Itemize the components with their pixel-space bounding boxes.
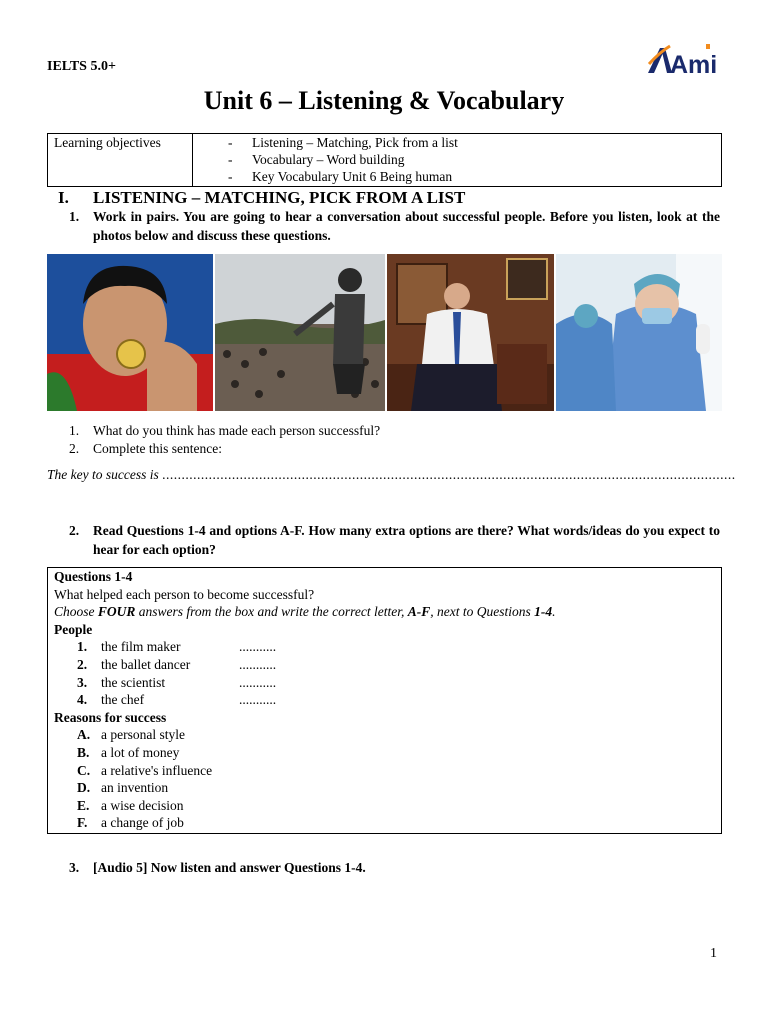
objectives-list: [193, 134, 721, 186]
answer-blank[interactable]: ...........: [239, 692, 277, 708]
photo-surgeons: [556, 254, 722, 411]
objective-item: - Key Vocabulary Unit 6 Being human: [228, 169, 453, 184]
answer-blank[interactable]: ...........: [239, 674, 277, 690]
photo-athlete: [47, 254, 213, 411]
reason-row: D. an invention: [77, 780, 169, 796]
reason-row: A. a personal style: [77, 727, 185, 743]
people-heading: People: [54, 621, 93, 637]
people-row: 4. the chef ...........: [77, 692, 277, 708]
page-number: 1: [710, 946, 717, 961]
answer-blank[interactable]: ...........: [239, 656, 277, 672]
ami-logo: [646, 42, 718, 79]
objective-item: - Vocabulary – Word building: [228, 152, 405, 167]
objectives-table: [47, 133, 722, 187]
people-row: 1. the film maker ...........: [77, 639, 277, 655]
key-to-success-line: The key to success is ....................................................................................................................................................: [47, 467, 736, 482]
answer-blank[interactable]: ....................................................................................................................................................: [162, 467, 736, 482]
page-title: Unit 6 – Listening & Vocabulary: [203, 86, 565, 115]
answer-blank[interactable]: ...........: [239, 639, 277, 655]
reason-row: B. a lot of money: [77, 744, 180, 760]
level-label: IELTS 5.0+: [47, 59, 116, 74]
objectives-label: Learning objectives: [48, 134, 193, 186]
logo-text: Ami: [670, 51, 718, 79]
list-item: 2. Complete this sentence:: [69, 441, 222, 456]
task-2: 2. Read Questions 1-4 and options A-F. How many extra options are there? What words/ideas do you expect to hear for each option?: [69, 523, 720, 557]
people-row: 2. the ballet dancer ...........: [77, 656, 277, 672]
instructions: Choose FOUR answers from the box and write the correct letter, A-F, next to Questions 1-4.: [54, 604, 556, 620]
photo-concert: [215, 254, 385, 411]
people-row: 3. the scientist ...........: [77, 674, 277, 690]
discussion-questions: [69, 422, 380, 458]
task-1: 1. Work in pairs. You are going to hear a conversation about successful people. Before you listen, look at the photos below and discuss these questions.: [69, 209, 720, 243]
photo-strip: [47, 254, 722, 411]
photo-businessman: [387, 254, 554, 411]
task-3: 3. [Audio 5] Now listen and answer Questions 1-4.: [69, 860, 366, 875]
reason-row: C. a relative's influence: [77, 762, 213, 778]
objective-item: - Listening – Matching, Pick from a list: [228, 135, 458, 150]
reason-row: F. a change of job: [77, 815, 184, 831]
question-text: What helped each person to become successful?: [54, 586, 315, 602]
reason-row: E. a wise decision: [77, 797, 184, 813]
section-heading: I. LISTENING – MATCHING, PICK FROM A LIST: [58, 188, 466, 207]
questions-box: [47, 567, 722, 834]
reasons-heading: Reasons for success: [54, 709, 167, 725]
questions-heading: Questions 1-4: [54, 569, 133, 584]
list-item: 1. What do you think has made each person successful?: [69, 423, 381, 438]
